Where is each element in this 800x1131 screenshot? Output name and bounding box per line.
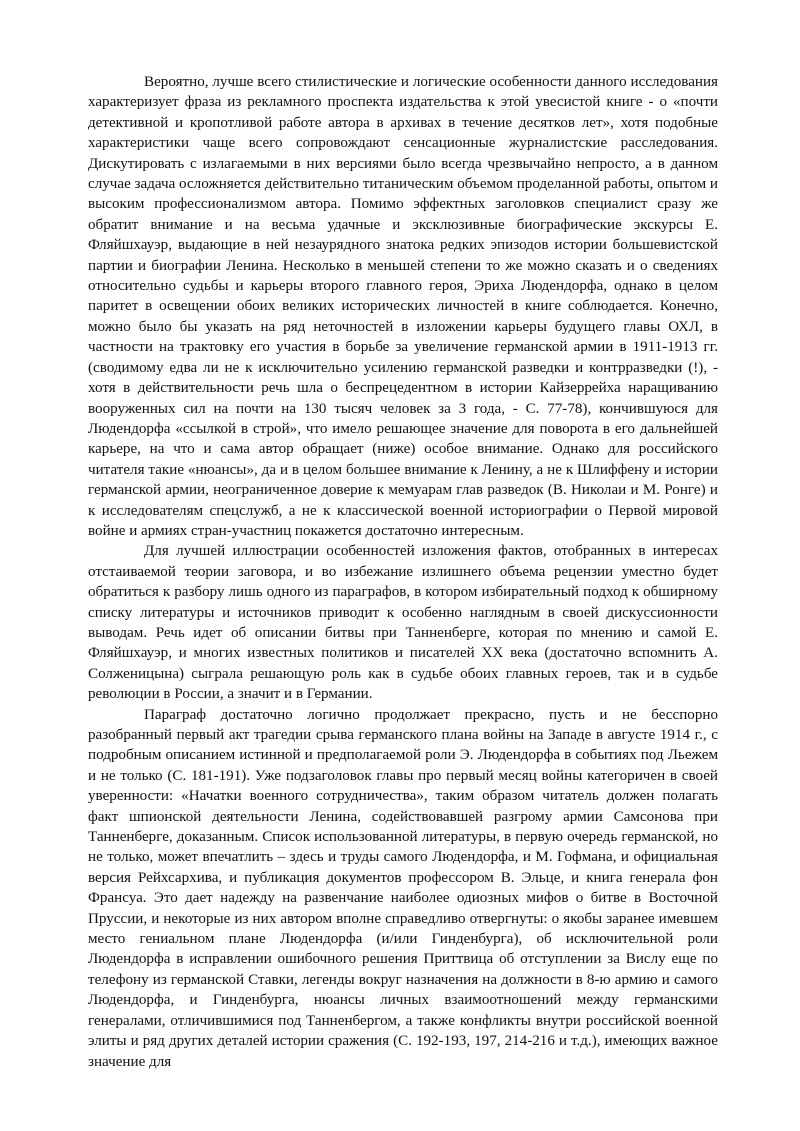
paragraph-2: Для лучшей иллюстрации особенностей изложения фактов, отобранных в интересах отстаиваемой теории заговора, и во избежание излишнего объема рецензии уместно будет обратиться к разбору лишь одного из параграфов, в котором избирательный подход к обширному списку литературы и источников приводит к особенно наглядным в своей дискуссионности выводам. Речь идет об описании битвы при Танненберге, которая по мнению и самой Е. Фляйшхауэр, и многих известных политиков и писателей XX века (достаточно вспомнить А. Солженицына) сыграла решающую роль как в судьбе обоих главных героев, так и в судьбе революции в России, а значит и в Германии.: [88, 543, 718, 703]
paragraph-1: Вероятно, лучше всего стилистические и логические особенности данного исследования характеризует фраза из рекламного проспекта издательства к этой увесистой книге - о «почти детективной и кропотливой работе автора в архивах в течение десятков лет», хотя подобные характеристики чаще всего сопровождают сенсационные журналистские расследования. Дискутировать с излагаемыми в них версиями было всегда чрезвычайно непросто, а в данном случае задача осложняется действительно титаническим объемом проделанной работы, опытом и высоким профессионализмом автора. Помимо эффектных заголовков специалист сразу же обратит внимание и на весьма удачные и эксклюзивные биографические экскурсы Е. Фляйшхауэр, выдающие в ней незаурядного знатока редких эпизодов истории большевистской партии и биографии Ленина. Несколько в меньшей степени то же можно сказать и о сведениях относительно судьбы и карьеры второго главного героя, Эриха Людендорфа, однако в целом паритет в освещении обоих великих исторических личностей в книге соблюдается. Конечно, можно было бы указать на ряд неточностей в изложении карьеры будущего главы ОХЛ, в частности на трактовку его участия в борьбе за увеличение германской армии в 1911-1913 гг. (сводимому едва ли не к исключительно усилению германской разведки и контрразведки (!), - хотя в действительности речь шла о беспрецедентном в истории Кайзеррейха наращиванию вооруженных сил на почти на 130 тысяч человек за 3 года, - С. 77-78), кончившуюся для Людендорфа «ссылкой в строй», что имело решающее значение для поворота в его дальнейшей карьере, на что и сама автор обращает (ниже) особое внимание. Однако для российского читателя такие «нюансы», да и в целом большее внимание к Ленину, а не к Шлиффену и истории германской армии, неограниченное доверие к мемуарам глав разведок (В. Николаи и М. Ронге) и к исследователям спецслужб, а не к классической военной историографии о Первой мировой войне и армиях стран-участниц покажется достаточно интересным.: [88, 74, 718, 539]
paragraph-3: Параграф достаточно логично продолжает прекрасно, пусть и не бесспорно разобранный первый акт трагедии срыва германского плана войны на Западе в августе 1914 г., с подробным описанием истинной и предполагаемой роли Э. Людендорфа в событиях под Льежем и не только (С. 181-191). Уже подзаголовок главы про первый месяц войны категоричен в своей уверенности: «Начатки военного сотрудничества», таким образом читатель должен полагать факт шпионской деятельности Ленина, содействовавшей разгрому армии Самсонова при Танненберге, доказанным. Список использованной литературы, в первую очередь германской, но не только, может впечатлить – здесь и труды самого Людендорфа, и М. Гофмана, и официальная версия Рейхсархива, и публикация документов профессором В. Эльце, и книга генерала фон Франсуа. Это дает надежду на развенчание наиболее одиозных мифов о битве в Восточной Пруссии, и некоторые из них автором вполне справедливо отвергнуты: о якобы заранее имевшем место гениальном плане Людендорфа (и/или Гинденбурга), об исключительной роли Людендорфа в исправлении ошибочного решения Приттвица об отступлении за Вислу еще по телефону из германской Ставки, легенды вокруг назначения на должности в 8-ю армию и самого Людендорфа, и Гинденбурга, нюансы личных взаимоотношений между германскими генералами, отличившимися под Танненбергом, а также конфликты внутри российской военной элиты и ряд других деталей истории сражения (С. 192-193, 197, 214-216 и т.д.), имеющих важное значение для: [88, 706, 718, 1070]
document-page: [88, 72, 718, 1072]
